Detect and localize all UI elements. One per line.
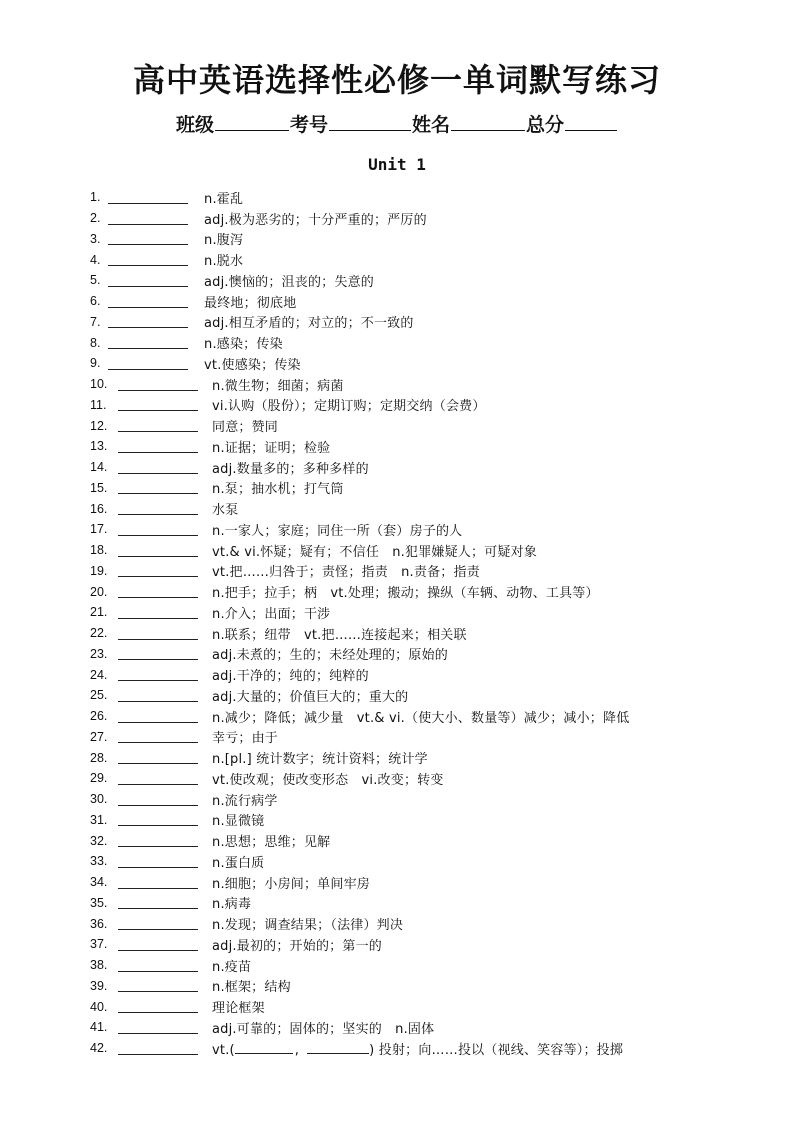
item-number: 17. bbox=[90, 522, 108, 537]
item-meaning: n.腹泻 bbox=[204, 233, 244, 249]
answer-blank[interactable] bbox=[118, 585, 198, 598]
item-number: 10. bbox=[90, 377, 108, 392]
answer-blank[interactable] bbox=[118, 1021, 198, 1034]
score-blank[interactable] bbox=[565, 112, 617, 131]
unit-heading: Unit 1 bbox=[368, 155, 426, 174]
item-number: 27. bbox=[90, 729, 108, 744]
list-item bbox=[90, 561, 780, 582]
item-meaning: vt.使感染；传染 bbox=[204, 357, 301, 373]
list-item bbox=[90, 291, 780, 312]
item-meaning: n.把手；拉手；柄 vt.处理；搬动；操纵（车辆、动物、工具等） bbox=[212, 586, 599, 602]
item-meaning: 同意；赞同 bbox=[212, 420, 279, 436]
item-meaning: 最终地；彻底地 bbox=[204, 295, 297, 311]
inline-blank[interactable] bbox=[235, 1041, 293, 1054]
answer-blank[interactable] bbox=[118, 938, 198, 951]
item-meaning: n.感染；传染 bbox=[204, 337, 283, 353]
answer-blank[interactable] bbox=[108, 232, 188, 245]
item-meaning: n.联系；纽带 vt.把……连接起来；相关联 bbox=[212, 627, 467, 643]
item-number: 9. bbox=[90, 356, 101, 371]
item-meaning: n.脱水 bbox=[204, 254, 244, 270]
list-item bbox=[90, 498, 780, 519]
item-number: 35. bbox=[90, 895, 108, 910]
item-meaning: adj.数量多的；多种多样的 bbox=[212, 461, 369, 477]
item-number: 41. bbox=[90, 1020, 108, 1035]
answer-blank[interactable] bbox=[118, 481, 198, 494]
item-meaning: vt.& vi.怀疑；疑有；不信任 n.犯罪嫌疑人；可疑对象 bbox=[212, 544, 538, 560]
answer-blank[interactable] bbox=[118, 751, 198, 764]
answer-blank[interactable] bbox=[118, 544, 198, 557]
list-item bbox=[90, 830, 780, 851]
item-meaning: vi.认购（股份）；定期订购；定期交纳（会费） bbox=[212, 399, 486, 415]
item-meaning: adj.极为恶劣的；十分严重的；严厉的 bbox=[204, 212, 427, 228]
list-item bbox=[90, 893, 780, 914]
list-item bbox=[90, 332, 780, 353]
list-item bbox=[90, 706, 780, 727]
list-item bbox=[90, 1017, 780, 1038]
answer-blank[interactable] bbox=[118, 398, 198, 411]
item-number: 33. bbox=[90, 854, 108, 869]
item-meaning: n.微生物；细菌；病菌 bbox=[212, 378, 344, 394]
list-item bbox=[90, 851, 780, 872]
item-number: 11. bbox=[90, 397, 107, 412]
item-number: 37. bbox=[90, 937, 108, 952]
item-number: 19. bbox=[90, 563, 108, 578]
item-meaning: n.细胞；小房间；单间牢房 bbox=[212, 876, 370, 892]
answer-blank[interactable] bbox=[118, 896, 198, 909]
item-meaning: n.[pl.] 统计数字；统计资料；统计学 bbox=[212, 752, 428, 768]
item-number: 40. bbox=[90, 999, 108, 1014]
item-number: 14. bbox=[90, 460, 108, 475]
item-meaning: n.病毒 bbox=[212, 897, 252, 913]
list-item bbox=[90, 395, 780, 416]
list-item bbox=[90, 436, 780, 457]
item-meaning: adj.相互矛盾的；对立的；不一致的 bbox=[204, 316, 414, 332]
list-item bbox=[90, 229, 780, 250]
answer-blank[interactable] bbox=[108, 336, 188, 349]
meaning-suffix: ) 投射；向……投以（视线、笑容等）；投掷 bbox=[369, 1042, 624, 1058]
score-label: 总分 bbox=[526, 114, 565, 136]
item-meaning: n.介入；出面；干涉 bbox=[212, 606, 331, 622]
answer-blank[interactable] bbox=[118, 689, 198, 702]
item-number: 31. bbox=[90, 812, 108, 827]
list-item bbox=[90, 581, 780, 602]
item-meaning: adj.最初的；开始的；第一的 bbox=[212, 938, 382, 954]
answer-blank[interactable] bbox=[118, 855, 198, 868]
answer-blank[interactable] bbox=[108, 357, 188, 370]
list-item bbox=[90, 353, 780, 374]
item-number: 3. bbox=[90, 231, 101, 246]
item-meaning: n.思想；思维；见解 bbox=[212, 835, 331, 851]
class-label: 班级 bbox=[175, 114, 214, 136]
answer-blank[interactable] bbox=[118, 627, 198, 640]
name-label: 姓名 bbox=[412, 114, 451, 136]
list-item bbox=[90, 602, 780, 623]
list-item bbox=[90, 478, 780, 499]
answer-blank[interactable] bbox=[118, 1042, 198, 1055]
item-number: 22. bbox=[90, 626, 108, 641]
list-item bbox=[90, 810, 780, 831]
list-item bbox=[90, 249, 780, 270]
item-meaning: n.框架；结构 bbox=[212, 980, 291, 996]
item-meaning: adj.懊恼的；沮丧的；失意的 bbox=[204, 274, 374, 290]
exam-no-label: 考号 bbox=[289, 114, 328, 136]
answer-blank[interactable] bbox=[118, 647, 198, 660]
item-meaning: n.减少；降低；减少量 vt.& vi.（使大小、数量等）减少；减小；降低 bbox=[212, 710, 630, 726]
class-blank[interactable] bbox=[215, 112, 289, 131]
answer-blank[interactable] bbox=[118, 564, 198, 577]
answer-blank[interactable] bbox=[118, 606, 198, 619]
list-item bbox=[90, 623, 780, 644]
list-item bbox=[90, 270, 780, 291]
item-number: 26. bbox=[90, 709, 108, 724]
list-item bbox=[90, 644, 780, 665]
item-meaning: n.蛋白质 bbox=[212, 855, 265, 871]
answer-blank[interactable] bbox=[118, 1000, 198, 1013]
item-number: 6. bbox=[90, 294, 101, 309]
item-meaning: n.流行病学 bbox=[212, 793, 278, 809]
list-item bbox=[90, 685, 780, 706]
item-number: 4. bbox=[90, 252, 101, 267]
list-item bbox=[90, 312, 780, 333]
item-number: 18. bbox=[90, 543, 108, 558]
list-item bbox=[90, 789, 780, 810]
item-meaning: 幸亏；由于 bbox=[212, 731, 279, 747]
answer-blank[interactable] bbox=[118, 793, 198, 806]
item-number: 1. bbox=[90, 190, 101, 205]
item-meaning: adj.可靠的；固体的；坚实的 n.固体 bbox=[212, 1021, 435, 1037]
meaning-prefix: vt.( bbox=[212, 1042, 235, 1058]
list-item bbox=[90, 768, 780, 789]
answer-blank[interactable] bbox=[118, 440, 198, 453]
student-info-line bbox=[0, 112, 794, 138]
answer-blank[interactable] bbox=[108, 253, 188, 266]
item-meaning: vt.使改观；使改变形态 vi.改变；转变 bbox=[212, 772, 444, 788]
answer-blank[interactable] bbox=[108, 315, 188, 328]
answer-blank[interactable] bbox=[118, 668, 198, 681]
answer-blank[interactable] bbox=[108, 295, 188, 308]
list-item bbox=[90, 374, 780, 395]
answer-blank[interactable] bbox=[118, 917, 198, 930]
list-item bbox=[90, 415, 780, 436]
item-number: 8. bbox=[90, 335, 101, 350]
list-item bbox=[90, 664, 780, 685]
item-meaning: n.证据；证明；检验 bbox=[212, 440, 331, 456]
meaning-separator: , bbox=[294, 1042, 300, 1058]
list-item bbox=[90, 727, 780, 748]
answer-blank[interactable] bbox=[118, 461, 198, 474]
answer-blank[interactable] bbox=[118, 959, 198, 972]
item-meaning: adj.大量的；价值巨大的；重大的 bbox=[212, 689, 409, 705]
inline-blank[interactable] bbox=[307, 1041, 369, 1054]
item-meaning: 理论框架 bbox=[212, 1001, 265, 1017]
answer-blank[interactable] bbox=[118, 876, 198, 889]
exam-no-blank[interactable] bbox=[329, 112, 411, 131]
page-title: 高中英语选择性必修一单词默写练习 bbox=[132, 61, 661, 99]
item-meaning: n.泵；抽水机；打气筒 bbox=[212, 482, 344, 498]
item-number: 20. bbox=[90, 584, 108, 599]
item-number: 15. bbox=[90, 480, 108, 495]
name-blank[interactable] bbox=[451, 112, 525, 131]
item-number: 24. bbox=[90, 667, 108, 682]
item-number: 12. bbox=[90, 418, 108, 433]
item-meaning: n.显微镜 bbox=[212, 814, 265, 830]
item-number: 38. bbox=[90, 958, 108, 973]
item-number: 32. bbox=[90, 833, 108, 848]
list-item bbox=[90, 996, 780, 1017]
item-number: 36. bbox=[90, 916, 108, 931]
answer-blank[interactable] bbox=[108, 191, 188, 204]
item-meaning: adj.干净的；纯的；纯粹的 bbox=[212, 669, 369, 685]
class-field bbox=[176, 112, 290, 138]
answer-blank[interactable] bbox=[108, 212, 188, 225]
score-field bbox=[526, 112, 618, 138]
item-number: 39. bbox=[90, 978, 108, 993]
answer-blank[interactable] bbox=[118, 772, 198, 785]
list-item bbox=[90, 872, 780, 893]
item-meaning: vt.把……归咎于；责怪；指责 n.责备；指责 bbox=[212, 565, 480, 581]
list-item bbox=[90, 540, 780, 561]
list-item bbox=[90, 747, 780, 768]
list-item bbox=[90, 913, 780, 934]
exam-no-field bbox=[290, 112, 412, 138]
item-meaning: 水泵 bbox=[212, 503, 239, 519]
answer-blank[interactable] bbox=[118, 523, 198, 536]
item-number: 16. bbox=[90, 501, 108, 516]
answer-blank[interactable] bbox=[108, 274, 188, 287]
item-number: 42. bbox=[90, 1041, 108, 1056]
answer-blank[interactable] bbox=[118, 979, 198, 992]
list-item bbox=[90, 519, 780, 540]
item-number: 28. bbox=[90, 750, 108, 765]
item-number: 23. bbox=[90, 646, 108, 661]
list-item bbox=[90, 1038, 780, 1059]
answer-blank[interactable] bbox=[118, 710, 198, 723]
item-number: 5. bbox=[90, 273, 101, 288]
list-item bbox=[90, 955, 780, 976]
item-number: 13. bbox=[90, 439, 108, 454]
item-number: 29. bbox=[90, 771, 108, 786]
list-item bbox=[90, 976, 780, 997]
answer-blank[interactable] bbox=[118, 502, 198, 515]
item-meaning: n.发现；调查结果；（法律）判决 bbox=[212, 918, 404, 934]
item-number: 2. bbox=[90, 211, 101, 226]
vocabulary-list bbox=[90, 187, 780, 1059]
list-item bbox=[90, 457, 780, 478]
item-meaning: n.霍乱 bbox=[204, 191, 244, 207]
item-meaning: adj.未煮的；生的；未经处理的；原始的 bbox=[212, 648, 448, 664]
item-number: 34. bbox=[90, 875, 108, 890]
item-number: 30. bbox=[90, 792, 108, 807]
answer-blank[interactable] bbox=[118, 834, 198, 847]
answer-blank[interactable] bbox=[118, 730, 198, 743]
answer-blank[interactable] bbox=[118, 813, 198, 826]
item-meaning bbox=[212, 1039, 623, 1058]
list-item bbox=[90, 208, 780, 229]
item-number: 25. bbox=[90, 688, 108, 703]
answer-blank[interactable] bbox=[118, 419, 198, 432]
answer-blank[interactable] bbox=[118, 378, 198, 391]
list-item bbox=[90, 187, 780, 208]
item-number: 7. bbox=[90, 314, 101, 329]
item-number: 21. bbox=[90, 605, 108, 620]
list-item bbox=[90, 934, 780, 955]
item-meaning: n.疫苗 bbox=[212, 959, 252, 975]
name-field bbox=[412, 112, 526, 138]
item-meaning: n.一家人；家庭；同住一所（套）房子的人 bbox=[212, 523, 463, 539]
